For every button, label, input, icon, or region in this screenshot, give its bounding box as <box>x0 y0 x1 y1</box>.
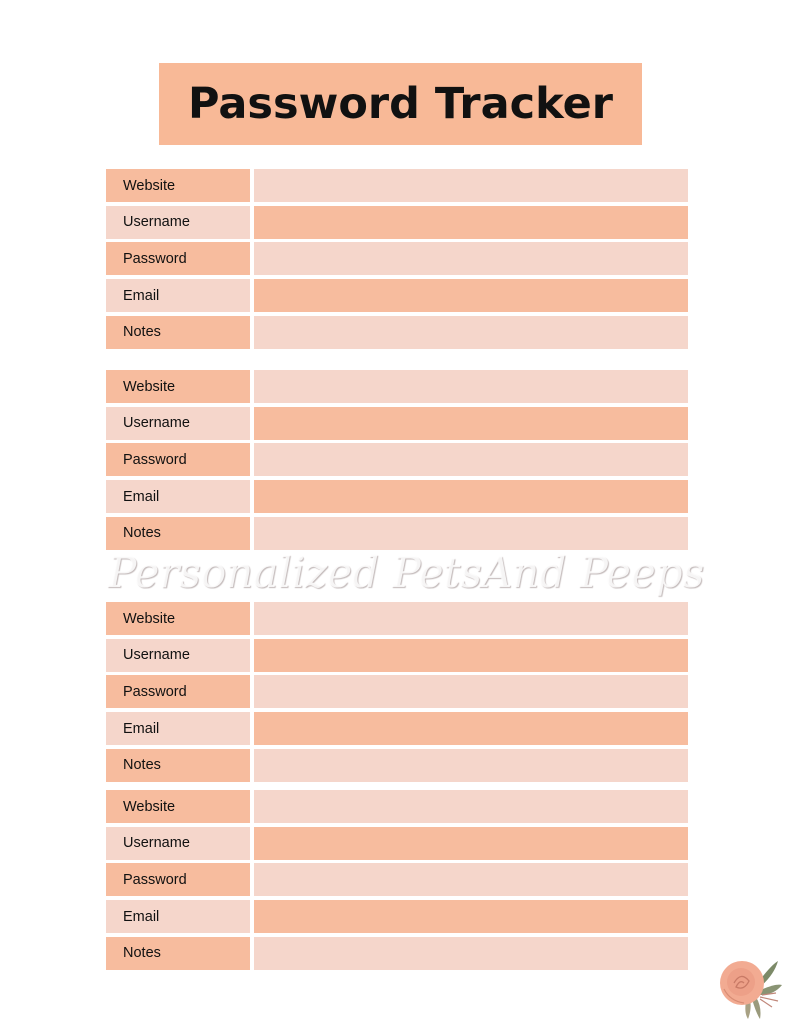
entry-block <box>106 790 688 973</box>
field-row-notes <box>106 316 688 349</box>
field-row-email <box>106 900 688 933</box>
field-label: Notes <box>106 316 250 349</box>
entry-block <box>106 370 688 553</box>
field-label: Username <box>106 206 250 239</box>
page-title: Password Tracker <box>188 79 613 129</box>
field-row-password <box>106 675 688 708</box>
field-label: Notes <box>106 517 250 550</box>
field-label: Email <box>106 480 250 513</box>
field-label: Password <box>106 443 250 476</box>
field-value-notes[interactable] <box>254 937 688 970</box>
field-value-notes[interactable] <box>254 749 688 782</box>
field-row-email <box>106 279 688 312</box>
field-value-password[interactable] <box>254 863 688 896</box>
field-row-website <box>106 790 688 823</box>
field-row-password <box>106 242 688 275</box>
field-value-website[interactable] <box>254 169 688 202</box>
field-value-email[interactable] <box>254 712 688 745</box>
entry-block <box>106 602 688 785</box>
field-label: Website <box>106 602 250 635</box>
field-label: Email <box>106 900 250 933</box>
field-value-website[interactable] <box>254 602 688 635</box>
rose-decoration-icon <box>716 955 786 1021</box>
field-row-notes <box>106 749 688 782</box>
field-label: Username <box>106 639 250 672</box>
field-value-username[interactable] <box>254 639 688 672</box>
field-label: Website <box>106 790 250 823</box>
field-row-username <box>106 827 688 860</box>
field-value-notes[interactable] <box>254 517 688 550</box>
field-value-username[interactable] <box>254 827 688 860</box>
field-row-email <box>106 480 688 513</box>
field-row-email <box>106 712 688 745</box>
field-row-username <box>106 639 688 672</box>
field-label: Password <box>106 242 250 275</box>
field-label: Notes <box>106 937 250 970</box>
field-value-password[interactable] <box>254 675 688 708</box>
watermark: Personalized PetsAnd Peeps <box>108 548 705 597</box>
field-row-username <box>106 206 688 239</box>
field-value-email[interactable] <box>254 900 688 933</box>
field-value-password[interactable] <box>254 443 688 476</box>
field-value-notes[interactable] <box>254 316 688 349</box>
field-value-email[interactable] <box>254 480 688 513</box>
field-value-website[interactable] <box>254 790 688 823</box>
field-label: Email <box>106 712 250 745</box>
field-row-notes <box>106 517 688 550</box>
field-row-password <box>106 863 688 896</box>
field-value-username[interactable] <box>254 206 688 239</box>
field-label: Password <box>106 863 250 896</box>
field-row-notes <box>106 937 688 970</box>
field-label: Password <box>106 675 250 708</box>
field-label: Email <box>106 279 250 312</box>
field-value-username[interactable] <box>254 407 688 440</box>
field-label: Username <box>106 827 250 860</box>
entry-block <box>106 169 688 352</box>
field-value-email[interactable] <box>254 279 688 312</box>
field-label: Notes <box>106 749 250 782</box>
field-label: Website <box>106 370 250 403</box>
field-row-password <box>106 443 688 476</box>
field-label: Website <box>106 169 250 202</box>
title-banner <box>159 63 642 145</box>
field-label: Username <box>106 407 250 440</box>
field-row-website <box>106 602 688 635</box>
field-row-website <box>106 370 688 403</box>
field-row-website <box>106 169 688 202</box>
field-value-website[interactable] <box>254 370 688 403</box>
field-row-username <box>106 407 688 440</box>
field-value-password[interactable] <box>254 242 688 275</box>
